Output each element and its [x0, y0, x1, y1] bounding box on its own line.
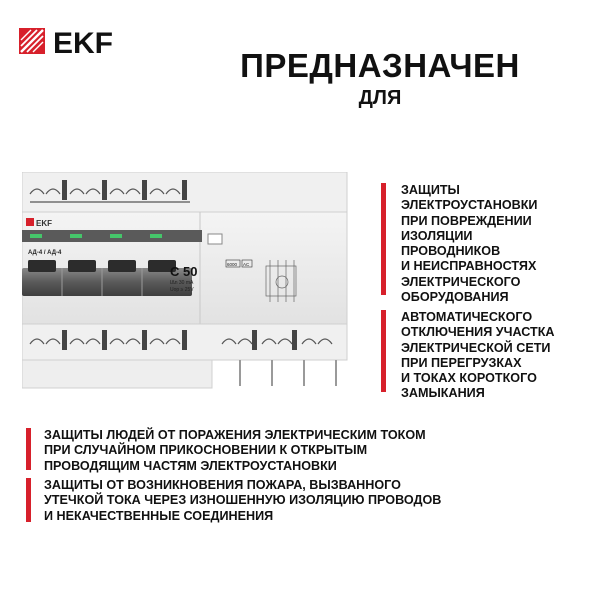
device-brand-label: EKF — [36, 219, 52, 228]
red-accent-bar — [381, 310, 386, 392]
purpose-item — [26, 478, 586, 522]
red-accent-bar — [26, 478, 31, 522]
purpose-text: АВТОМАТИЧЕСКОГО ОТКЛЮЧЕНИЯ УЧАСТКА ЭЛЕКТРИЧЕСКОЙ СЕТИ ПРИ ПЕРЕГРУЗКАХ И ТОКАХ КОРОТКОГО ЗАМЫКАНИЯ — [401, 310, 555, 401]
device-model-label: АД-4 / АД-4 — [28, 250, 62, 256]
purpose-text: ЗАЩИТЫ ЭЛЕКТРОУСТАНОВКИ ПРИ ПОВРЕЖДЕНИИ ИЗОЛЯЦИИ ПРОВОДНИКОВ И НЕИСПРАВНОСТЯХ ЭЛЕКТРИЧЕСКОГО ОБОРУДОВАНИЯ — [401, 183, 538, 305]
device-residual-current: IΔn 30 mA — [170, 280, 194, 286]
purpose-item — [26, 428, 586, 473]
purpose-text: ЗАЩИТЫ ЛЮДЕЙ ОТ ПОРАЖЕНИЯ ЭЛЕКТРИЧЕСКИМ ТОКОМ ПРИ СЛУЧАЙНОМ ПРИКОСНОВЕНИИ К ОТКРЫТЫМ ПРОВОДЯЩИМ ЧАСТЯМ ЭЛЕКТРОУСТАНОВКИ — [44, 428, 426, 473]
device-test-voltage: Uop ≥ 25V — [170, 287, 194, 293]
device-spec-box-1: 6000 — [227, 262, 238, 267]
device-rating: C 50 — [170, 264, 198, 279]
red-accent-bar — [381, 183, 386, 295]
red-accent-bar — [26, 428, 31, 470]
circuit-breaker-illustration — [22, 172, 352, 392]
device-spec-box-2: AC — [243, 262, 250, 267]
ekf-logo — [17, 24, 137, 58]
purpose-item — [381, 310, 596, 401]
ekf-logo-mark — [17, 24, 137, 58]
purpose-item — [381, 183, 591, 305]
page-subtitle: ДЛЯ — [358, 87, 402, 109]
ekf-logo-text: EKF — [53, 27, 113, 58]
purpose-text: ЗАЩИТЫ ОТ ВОЗНИКНОВЕНИЯ ПОЖАРА, ВЫЗВАННОГО УТЕЧКОЙ ТОКА ЧЕРЕЗ ИЗНОШЕННУЮ ИЗОЛЯЦИЮ ПРОВОДОВ И НЕКАЧЕСТВЕННЫЕ СОЕДИНЕНИЯ — [44, 478, 442, 523]
page-title: ПРЕДНАЗНАЧЕН — [240, 47, 520, 84]
